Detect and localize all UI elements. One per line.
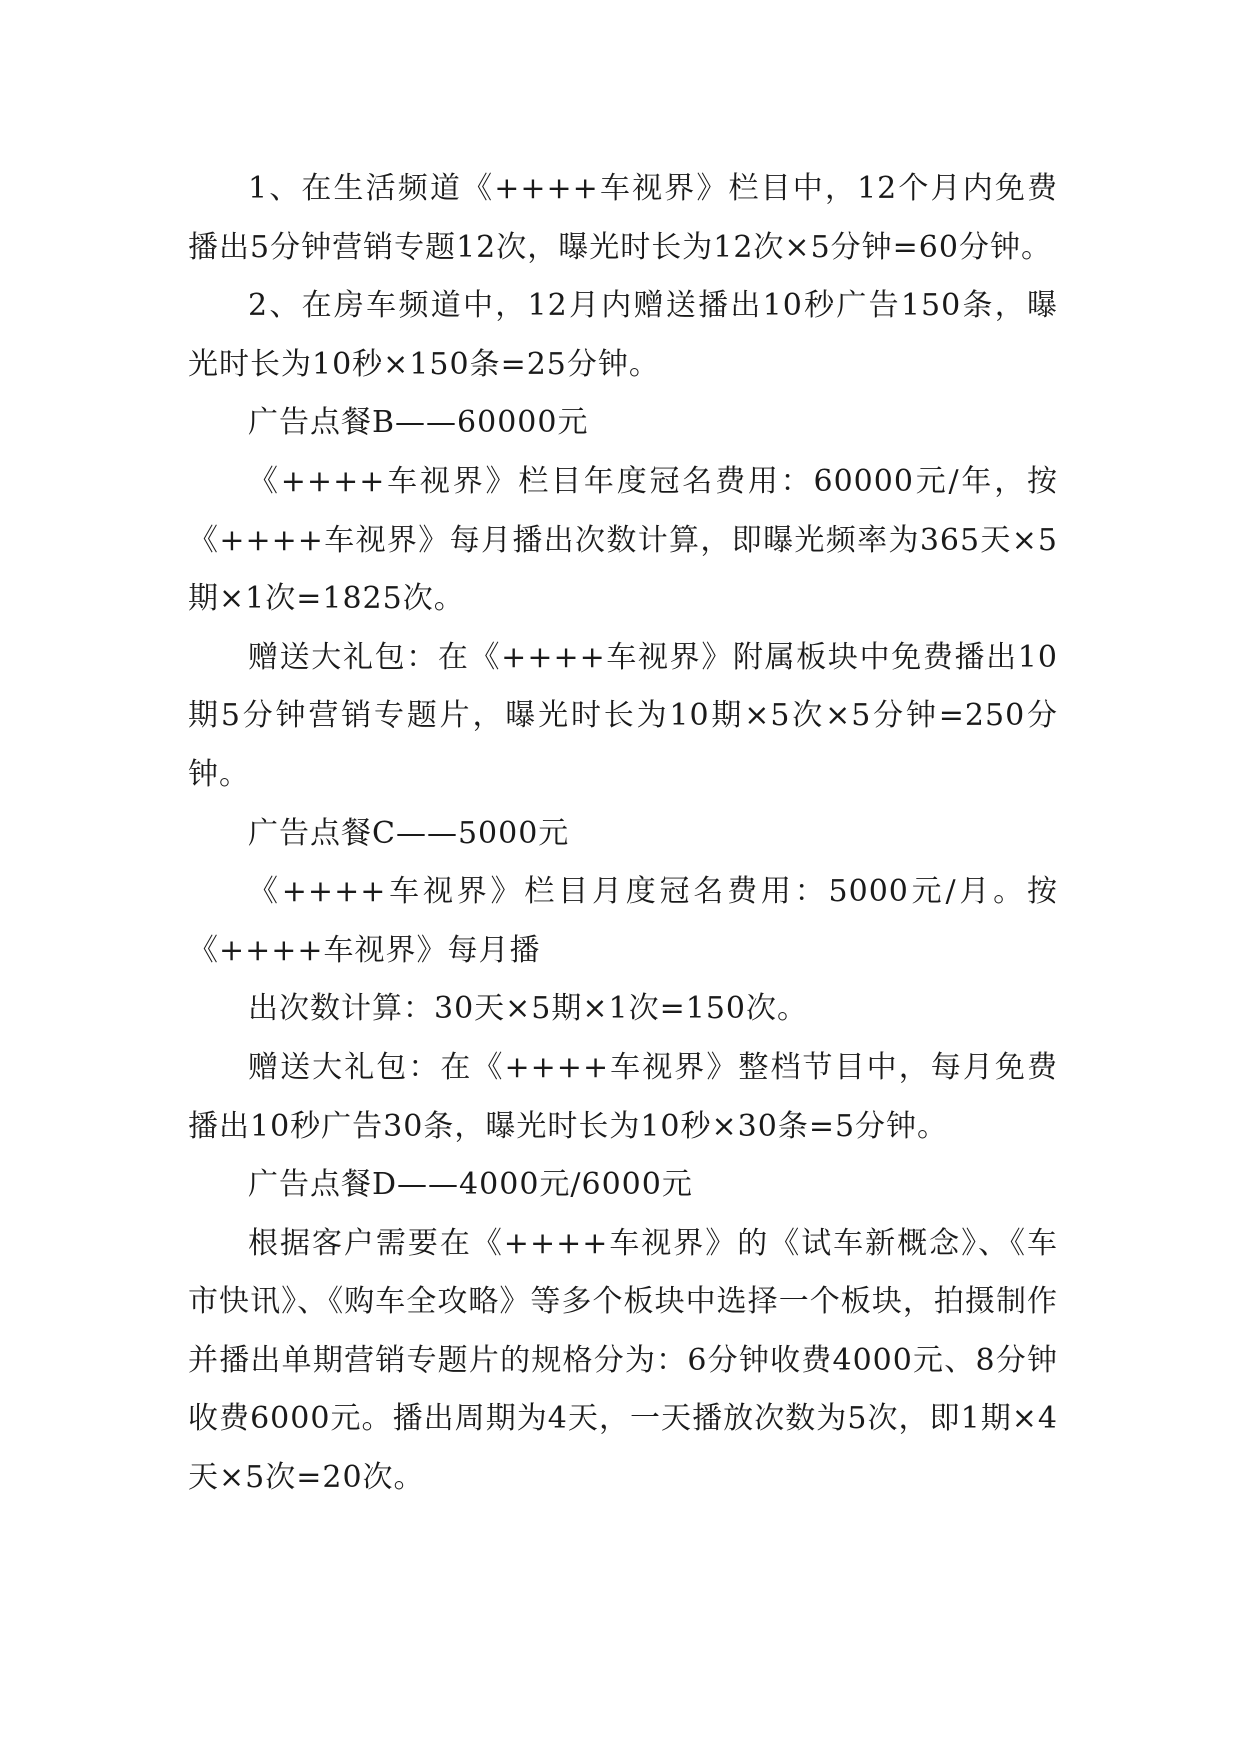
paragraph-package-b-fee: 《++++车视界》栏目年度冠名费用：60000元/年，按《++++车视界》每月播出次数计算，即曝光频率为365天×5期×1次=1825次。 — [188, 463, 1058, 617]
document-body — [188, 160, 1058, 1508]
paragraph-package-c-fee: 《++++车视界》栏目月度冠名费用：5000元/月。按《++++车视界》每月播 — [188, 874, 1058, 968]
paragraph-package-d-detail: 根据客户需要在《++++车视界》的《试车新概念》、《车市快讯》、《购车全攻略》等多个板块中选择一个板块，拍摄制作并播出单期营销专题片的规格分为：6分钟收费4000元、8分钟收费6000元。播出周期为4天，一天播放次数为5次，即1期×4天×5次=20次。 — [188, 1225, 1058, 1496]
paragraph-package-c-gift: 赠送大礼包：在《++++车视界》整档节目中，每月免费播出10秒广告30条，曝光时长为10秒×30条=5分钟。 — [188, 1049, 1058, 1144]
paragraph-package-c-count: 出次数计算：30天×5期×1次=150次。 — [248, 991, 809, 1027]
paragraph-package-b-gift: 赠送大礼包：在《++++车视界》附属板块中免费播出10期5分钟营销专题片，曝光时长为10期×5次×5分钟=250分钟。 — [188, 639, 1058, 792]
package-c-heading: 广告点餐C——5000元 — [248, 815, 570, 851]
paragraph-2: 2、在房车频道中，12月内赠送播出10秒广告150条，曝光时长为10秒×150条=25分钟。 — [188, 288, 1058, 382]
package-b-heading: 广告点餐B——60000元 — [248, 405, 589, 441]
paragraph-1: 1、在生活频道《++++车视界》栏目中，12个月内免费播出5分钟营销专题12次，曝光时长为12次×5分钟=60分钟。 — [188, 171, 1058, 265]
package-d-heading: 广告点餐D——4000元/6000元 — [248, 1167, 693, 1203]
